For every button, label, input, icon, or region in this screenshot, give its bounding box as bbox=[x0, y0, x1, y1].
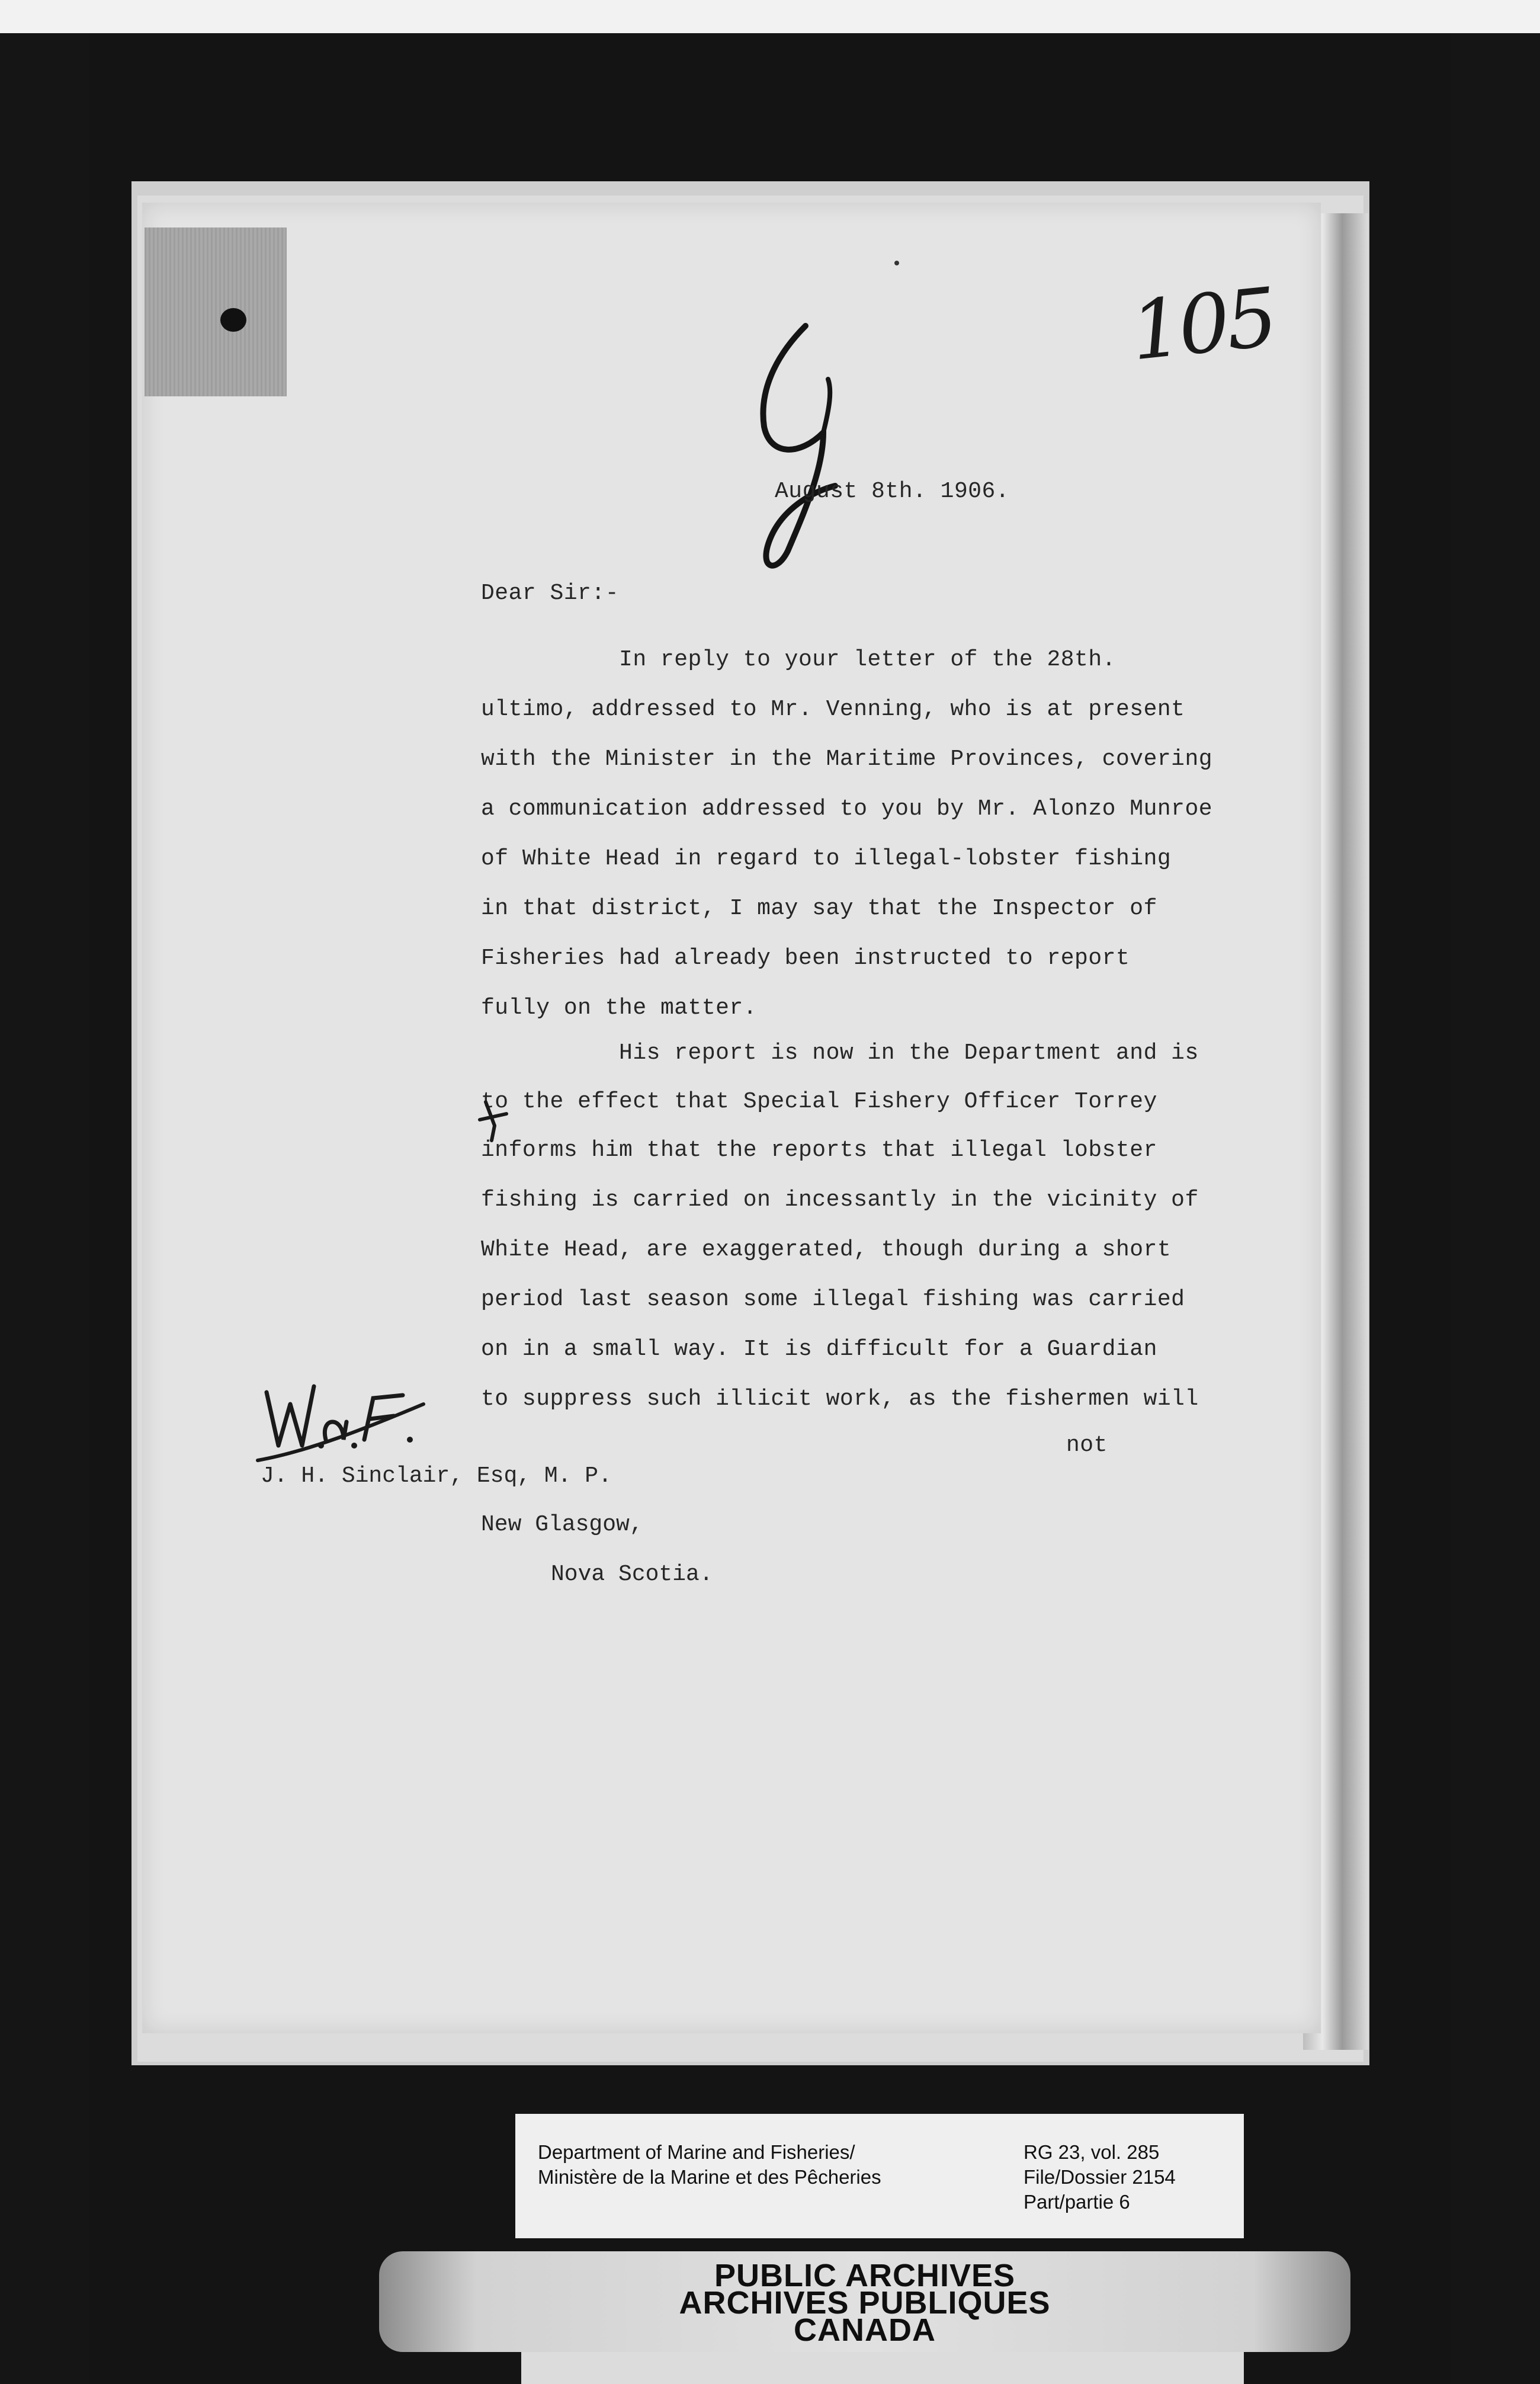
body-line: to the effect that Special Fishery Officer Torrey bbox=[481, 1089, 1157, 1114]
binding-tab bbox=[145, 227, 287, 396]
label-reference bbox=[1024, 2140, 1176, 2215]
film-top-margin bbox=[0, 0, 1540, 33]
body-line: on in a small way. It is difficult for a Guardian bbox=[481, 1337, 1157, 1362]
body-line: to suppress such illicit work, as the fishermen will bbox=[481, 1386, 1199, 1412]
stamp-line-1: PUBLIC ARCHIVES bbox=[714, 2258, 1016, 2293]
paper-speck bbox=[894, 261, 899, 265]
department-french: Ministère de la Marine et des Pêcheries bbox=[538, 2166, 881, 2188]
body-line: fishing is carried on incessantly in the vicinity of bbox=[481, 1187, 1199, 1213]
body-line: White Head, are exaggerated, though during a short bbox=[481, 1237, 1172, 1263]
recipient-province: Nova Scotia. bbox=[551, 1562, 713, 1587]
punch-hole bbox=[220, 308, 246, 332]
salutation: Dear Sir:- bbox=[481, 581, 620, 606]
label-department bbox=[538, 2140, 881, 2190]
stamp-line-3: CANADA bbox=[794, 2312, 936, 2348]
body-line: fully on the matter. bbox=[481, 995, 758, 1021]
body-line: informs him that the reports that illegal lobster bbox=[481, 1137, 1157, 1163]
body-line: His report is now in the Department and is bbox=[481, 1040, 1199, 1066]
body-line: in that district, I may say that the Inspector of bbox=[481, 896, 1157, 921]
folio-number: 105 bbox=[1126, 271, 1279, 379]
body-line: with the Minister in the Maritime Provinces, covering bbox=[481, 746, 1213, 772]
recipient-name: J. H. Sinclair, Esq, M. P. bbox=[261, 1463, 612, 1489]
record-group: RG 23, vol. 285 bbox=[1024, 2141, 1160, 2163]
department-english: Department of Marine and Fisheries/ bbox=[538, 2141, 855, 2163]
part-number: Part/partie 6 bbox=[1024, 2191, 1130, 2213]
film-bottom-margin bbox=[521, 2352, 1244, 2384]
letter-date: August 8th. 1906. bbox=[775, 479, 1010, 504]
body-line: In reply to your letter of the 28th. bbox=[481, 647, 1116, 672]
body-line: period last season some illegal fishing was carried bbox=[481, 1287, 1185, 1312]
handwritten-margin-mark bbox=[474, 1096, 515, 1143]
body-line: a communication addressed to you by Mr. Alonzo Munroe bbox=[481, 796, 1213, 822]
handwritten-initials bbox=[255, 1357, 426, 1469]
body-line: ultimo, addressed to Mr. Venning, who is at present bbox=[481, 697, 1185, 722]
recipient-city: New Glasgow, bbox=[481, 1512, 643, 1537]
body-line: of White Head in regard to illegal-lobster fishing bbox=[481, 846, 1172, 871]
stamp-line-2: ARCHIVES PUBLIQUES bbox=[679, 2285, 1051, 2321]
letter-page bbox=[142, 203, 1321, 2033]
archive-label bbox=[515, 2114, 1244, 2238]
archive-stamp bbox=[379, 2251, 1350, 2352]
handwritten-g-mark bbox=[734, 314, 865, 587]
continuation-word: not bbox=[1066, 1433, 1108, 1458]
file-number: File/Dossier 2154 bbox=[1024, 2166, 1176, 2188]
body-line: Fisheries had already been instructed to report bbox=[481, 946, 1130, 971]
